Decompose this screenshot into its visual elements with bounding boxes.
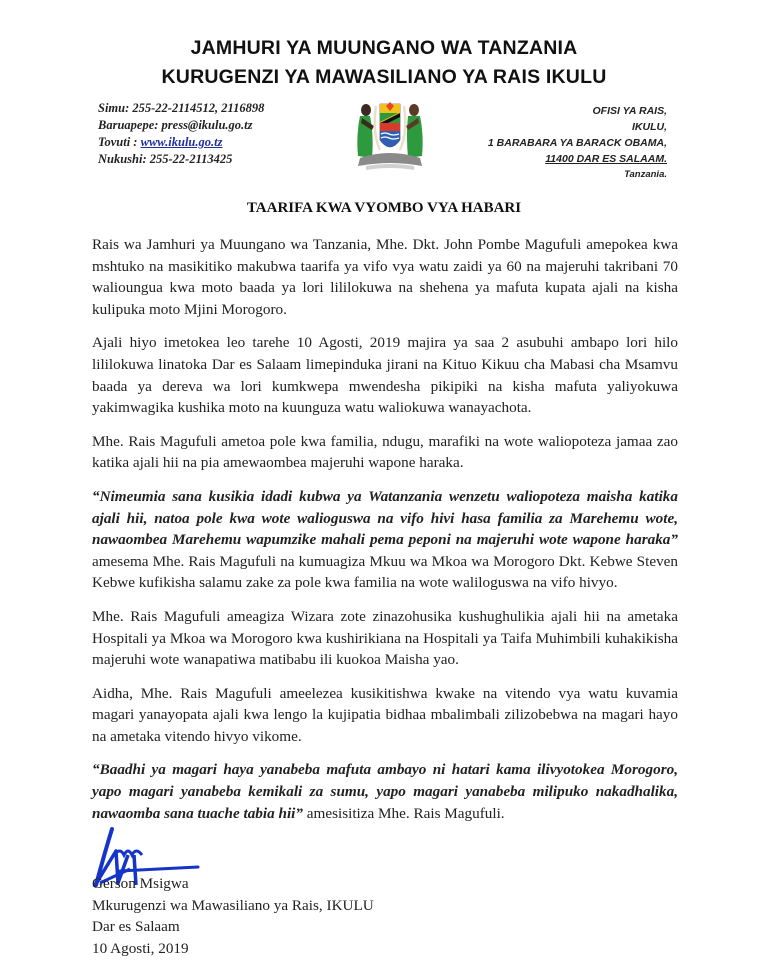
header-title-line1: JAMHURI YA MUUNGANO WA TANZANIA [190, 37, 578, 59]
document-heading: TAARIFA KWA VYOMBO VYA HABARI [246, 200, 522, 216]
email-text: Baruapepe: press@ikulu.go.tz [98, 118, 253, 132]
header-title-line2: KURUGENZI YA MAWASILIANO YA RAIS IKULU [161, 66, 607, 88]
office-line3: 1 BARABARA YA BARACK OBAMA, [487, 137, 667, 149]
contact-left-block [98, 100, 264, 168]
document-body [92, 234, 678, 836]
paragraph-1: Rais wa Jamhuri ya Muungano wa Tanzania, Mhe. Dkt. John Pombe Magufuli amepokea kwa mshtuko na masikitiko makubwa taarifa ya vifo vya watu zaidi ya 60 na majeruhi takribani 70 walioungua kwa moto baada ya lori lililokuwa na shehena ya mafuta kupata ajali na kisha kulipuka moto Mjini Morogoro. [92, 236, 678, 318]
signoff-block [92, 873, 374, 959]
office-line1: OFISI YA RAIS, [592, 105, 667, 117]
paragraph-6: Aidha, Mhe. Rais Magufuli ameelezea kusikitishwa kwake na vitendo vya watu kuvamia magari yanayopata ajali kwa lengo la kujipatia bidhaa mbalimbali zilizobebwa na magari hayo na ametaka vitendo hivyo vikome. [92, 684, 678, 745]
paragraph-3: Mhe. Rais Magufuli ametoa pole kwa familia, ndugu, marafiki na wote waliopoteza jamaa zao katika ajali hii na pia amewaombea majeruhi wapone haraka. [92, 432, 678, 472]
paragraph-7 [92, 759, 678, 824]
paragraph-7-rest: amesisitiza Mhe. Rais Magufuli. [302, 804, 505, 822]
office-line5: Tanzania. [624, 169, 667, 180]
paragraph-4-rest: amesema Mhe. Rais Magufuli na kumuagiza Mkuu wa Mkoa wa Morogoro Dkt. Kebwe Steven Kebwe kufikisha salamu zake za pole kwa familia na wote waliloguswa na vifo hivyo. [92, 552, 678, 592]
fax-text: Nukushi: 255-22-2113425 [98, 152, 233, 166]
paragraph-4 [92, 486, 678, 594]
office-line4: 11400 DAR ES SALAAM. [545, 153, 667, 165]
signatory-title: Mkurugenzi wa Mawasiliano ya Rais, IKULU [92, 896, 374, 914]
office-line2: IKULU, [632, 121, 667, 133]
contact-right-block [488, 103, 667, 183]
website-link[interactable]: www.ikulu.go.tz [140, 135, 223, 149]
paragraph-2: Ajali hiyo imetokea leo tarehe 10 Agosti, 2019 majira ya saa 2 asubuhi ambapo lori hilo lililokuwa linatoka Dar es Salaam limepinduka jirani na Kituo Kikuu cha Mabasi cha Msamvu baada ya dereva wa lori kumkwepa mwendesha pikipiki na kisha mafuta yaliyokuwa yakimwagika kushika moto na kuunguza watu waliokuwa wanayachota. [92, 334, 678, 417]
coat-of-arms-icon [352, 96, 428, 174]
phone-text: Simu: 255-22-2114512, 2116898 [98, 101, 265, 115]
signoff-date: 10 Agosti, 2019 [92, 939, 189, 957]
signoff-place: Dar es Salaam [92, 918, 180, 936]
website-row [98, 134, 264, 151]
paragraph-5: Mhe. Rais Magufuli ameagiza Wizara zote zinazohusika kushughulikia ajali hii na ametaka Hospitali ya Mkoa wa Morogoro kwa kushirikiana na Hospitali ya Taifa Muhimbili kuhakikisha majeruhi wote wanapatiwa matibabu ili kuokoa Maisha yao. [92, 607, 678, 669]
president-quote-2: “Baadhi ya magari haya yanabeba mafuta ambayo ni hatari kama ilivyotokea Morogoro, yapo magari yanabeba kemikali za sumu, yapo magari yanabeba milipuko nakadhalika, nawaomba sana tuache tabia hii” [92, 761, 678, 822]
president-quote-1: “Nimeumia sana kusikia idadi kubwa ya Watanzania wenzetu waliopoteza maisha katika ajali hii, natoa pole kwa wote walioguswa na vifo hivi hasa familia za Marehemu wote, nawaombea Marehemu wapumzike mahali pema peponi na majeruhi wote wapone haraka” [92, 487, 678, 549]
website-label: Tovuti : [98, 135, 141, 149]
signatory-name: Gerson Msigwa [92, 875, 189, 892]
